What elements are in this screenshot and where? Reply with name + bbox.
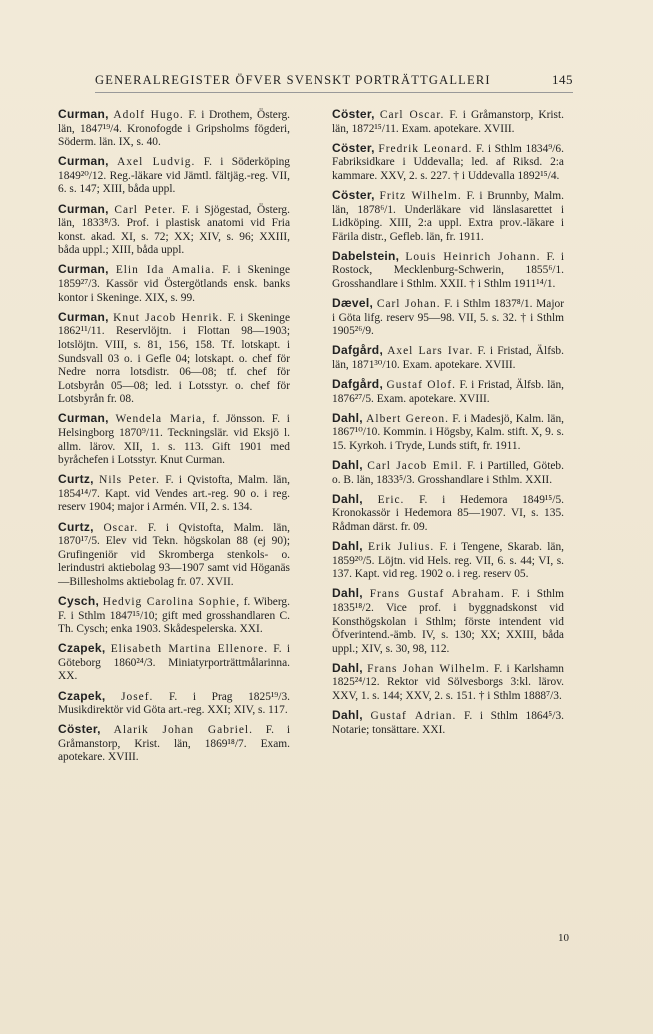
entry-surname: Dahl, — [332, 539, 363, 554]
entry-text: F. i Söderköping 1849²⁰/12. Reg.-läkare vid Jämtl. fältjäg.-reg. VII, 6. s. 147; XIII, båda uppl. — [58, 156, 290, 196]
entry-text: F. i Fristad, Älfsb. län, 1871³⁰/10. Exam. apotekare. XVIII. — [332, 345, 564, 371]
entry-text: F. i Gråmanstorp, Krist. län, 1872¹⁵/11. Exam. apotekare. XVIII. — [332, 109, 564, 135]
entry-text: f. Jönsson. F. i Helsingborg 1870⁹/11. Teckningslär. vid Eksjö l. allm. lärov. XII, 1. s. 113. Gift 1901 med byråchefen i Lotsstyr. Knut Curman. — [58, 413, 290, 467]
entry-text: F. i Fristad, Älfsb. län, 1876²⁷/5. Exam. apotekare. XVIII. — [332, 379, 564, 405]
entry-text: F. i Partilled, Göteb. o. B. län, 1833⁵/3. Grosshandlare i Sthlm. XXII. — [332, 460, 564, 486]
register-entry — [332, 189, 564, 244]
entry-given-names: Frans Gustaf Abraham. — [369, 588, 505, 601]
page-number: 145 — [552, 72, 573, 87]
entry-given-names: Hedvig Carolina Sophie, — [102, 596, 241, 608]
entry-surname: Cöster, — [332, 187, 375, 202]
entry-surname: Dahl, — [332, 708, 363, 723]
register-entry — [332, 108, 564, 136]
entry-given-names: Frans Johan Wilhelm. — [367, 662, 490, 675]
entry-surname: Curtz, — [58, 519, 94, 534]
entry-given-names: Albert Gereon. — [366, 412, 449, 425]
register-entry — [58, 642, 290, 684]
entry-given-names: Axel Ludvig. — [117, 156, 196, 169]
entry-surname: Curtz, — [58, 472, 94, 487]
entry-text: F. i Qvistofta, Malm. län, 1870¹⁷/5. Elev vid Tekn. högskolan 88 (ej 90); Grufingeniör vid Skromberga stenkols- o. lerindustri aktiebolag 93—1907 samt vid Höganäs—Billesholms aktiebolag fr. 07. XVII. — [58, 521, 290, 588]
entry-surname: Dafgård, — [332, 343, 384, 358]
register-entry — [332, 459, 564, 487]
entry-given-names: Oscar. — [103, 521, 139, 534]
entry-given-names: Fredrik Leonard. — [378, 142, 473, 155]
entry-text: F. i Skeninge 1859²⁷/3. Kassör vid Östergötlands ensk. banks kontor i Skeninge. XIX, s. 99. — [58, 264, 291, 304]
entry-given-names: Alarik Johan Gabriel. — [113, 724, 253, 737]
register-entry — [332, 344, 564, 372]
entry-surname: Dahl, — [332, 458, 363, 473]
entry-surname: Curman, — [58, 107, 109, 121]
entry-text: F. i Prag 1825¹⁹/3. Musikdirektör vid Göta art.-reg. XXI; XIV, s. 117. — [58, 690, 290, 717]
entry-given-names: Eric. — [377, 493, 405, 506]
left-column — [58, 108, 290, 771]
register-entry — [332, 297, 564, 339]
register-entry — [332, 709, 564, 737]
register-entry — [332, 250, 564, 292]
register-entry — [58, 263, 290, 305]
entry-given-names: Carl Jacob Emil. — [367, 460, 463, 473]
register-entry — [332, 662, 564, 704]
register-entry — [58, 155, 290, 197]
entry-text: F. i Sthlm 1837⁸/1. Major i Göta lifg. reserv 95—98. VII, 5. s. 32. † i Sthlm 1905²⁶/9. — [332, 298, 564, 338]
register-entry — [58, 108, 290, 150]
entry-surname: Curman, — [58, 262, 109, 277]
register-entry — [332, 142, 564, 184]
entry-surname: Cöster, — [58, 722, 101, 737]
register-entry — [58, 595, 290, 637]
entry-given-names: Nils Peter. — [99, 474, 161, 487]
entry-text: F. i Sthlm 1835¹⁸/2. Vice prof. i byggnadskonst vid Konsthögskolan i Sthlm; förste intendent vid Öfverintend.-ämb. IV, s. 130; XX; XXIII, båda uppl.; XIV, s. 30, 98, 112. — [332, 588, 564, 655]
entry-given-names: Elisabeth Martina Ellenore. — [110, 643, 269, 656]
entry-text: F. i Karlshamn 1825²⁴/12. Rektor vid Sölvesborgs 3:kl. lärov. XXV, 1. s. 144; XXV, 2. s. 151. † i Sthlm 1888⁷/3. — [332, 662, 564, 702]
entry-surname: Czapek, — [58, 641, 106, 656]
register-entry — [332, 378, 564, 406]
entry-surname: Curman, — [58, 201, 109, 216]
entry-given-names: Erik Julius. — [368, 541, 435, 554]
register-entry — [332, 540, 564, 582]
entry-surname: Dævel, — [332, 296, 374, 311]
entry-text: F. i Hedemora 1849¹⁵/5. Kronokassör i Hedemora 85—1907. VI, s. 135. Rådman därst. fr. 09. — [332, 493, 564, 533]
right-column — [332, 108, 564, 743]
entry-given-names: Carl Peter. — [114, 203, 177, 216]
entry-surname: Cöster, — [332, 140, 375, 155]
entry-surname: Dafgård, — [332, 377, 384, 392]
entry-text: F. i Göteborg 1860²⁴/3. Miniatyrporträttmålarinna. XX. — [58, 643, 290, 683]
entry-surname: Cöster, — [332, 107, 375, 121]
entry-text: F. i Skeninge 1862¹¹/11. Reservlöjtn. i Flottan 98—1903; lotslöjtn. VIII, s. 81, 156, 158. Tf. lotskapt. i Sundsvall 03 o. i Gefle 04; lotskapt. o. chef för Nedre norra lotsdistr. 06—08; tf. chef för Lotsbyrån 05—08; led. i Lotsstyr. o. chef för Lotsbyrån fr. 08. — [58, 311, 290, 406]
entry-surname: Curman, — [58, 309, 109, 324]
entry-text: f. Wiberg. F. i Sthlm 1847¹⁵/10; gift med grosshandlaren C. Th. Cysch; enka 1903. Skådespelerska. XXI. — [58, 596, 290, 636]
signature-mark: 10 — [558, 932, 569, 944]
entry-surname: Curman, — [58, 411, 109, 426]
register-entry — [332, 587, 564, 656]
header-title: GENERALREGISTER ÖFVER SVENSKT PORTRÄTTGALLERI — [95, 73, 491, 87]
register-entry — [332, 493, 564, 535]
entry-given-names: Josef. — [121, 690, 154, 703]
entry-given-names: Fritz Wilhelm. — [379, 189, 462, 202]
entry-given-names: Carl Oscar. — [379, 109, 445, 121]
entry-given-names: Gustaf Adrian. — [370, 710, 457, 723]
entry-surname: Czapek, — [58, 688, 106, 703]
entry-given-names: Elin Ida Amalia. — [115, 264, 216, 277]
entry-text: F. i Rostock, Mecklenburg-Schwerin, 1855⁶/1. Grosshandlare i Sthlm. XXII. † i Sthlm 1911¹⁴/1. — [332, 250, 564, 291]
entry-given-names: Louis Heinrich Johann. — [405, 250, 541, 263]
entry-given-names: Axel Lars Ivar. — [387, 345, 474, 358]
entry-surname: Curman, — [58, 154, 109, 169]
entry-surname: Cysch, — [58, 594, 100, 608]
entry-surname: Dahl, — [332, 586, 363, 601]
entry-text: F. i Gråmanstorp, Krist. län, 1869¹⁸/7. Exam. apotekare. XVIII. — [58, 724, 290, 764]
entry-surname: Dahl, — [332, 660, 363, 675]
register-entry — [332, 412, 564, 454]
entry-text: F. i Sjögestad, Österg. län, 1833⁸/3. Prof. i plastisk anatomi vid Fria konst. akad. XI, s. 72; XX; XIV, s. 96; XXIII, båda uppl.; XIII, båda uppl. — [58, 203, 290, 257]
entry-text: F. i Drothem, Österg. län, 1847¹⁹/4. Kronofogde i Gripsholms fögderi, Söderm. län. IX, s. 40. — [58, 109, 290, 149]
entry-text: F. i Brunnby, Malm. län, 1878⁶/1. Underläkare vid länslasarettet i Lidköping. XIII, 2:a uppl. Extra prov.-läkare i Färila distr., Gefleb. län, fr. 1911. — [332, 189, 564, 243]
entry-surname: Dahl, — [332, 410, 363, 425]
register-entry — [58, 473, 290, 515]
entry-given-names: Adolf Hugo. — [113, 109, 184, 121]
entry-text: F. i Qvistofta, Malm. län, 1854¹⁴/7. Kapt. vid Vendes art.-reg. 90 o. i reg. reserv 1904; major i Armén. VII, 2. s. 134. — [58, 474, 290, 514]
register-entry — [58, 723, 290, 765]
entry-text: F. i Tengene, Skarab. län, 1859²⁰/5. Löjtn. vid Hels. reg. VII, 6. s. 44; VI, s. 137. Kapt. vid reg. 1902 o. i reg. reserv 05. — [332, 541, 564, 581]
entry-given-names: Carl Johan. — [376, 298, 441, 311]
running-header — [95, 72, 573, 93]
entry-given-names: Wendela Maria, — [115, 413, 206, 426]
entry-surname: Dabelstein, — [332, 248, 400, 263]
entry-text: F. i Sthlm 1834⁹/6. Fabriksidkare i Uddevalla; led. af Riksd. 2:a kammare. XXV, 2. s. 227. † i Uddevalla 1892¹⁵/4. — [332, 142, 564, 182]
entry-given-names: Knut Jacob Henrik. — [113, 311, 224, 324]
register-entry — [58, 521, 290, 590]
register-entry — [58, 412, 290, 467]
entry-surname: Dahl, — [332, 491, 363, 506]
register-entry — [58, 311, 290, 407]
entry-text: F. i Sthlm 1864⁵/3. Notarie; tonsättare. XXI. — [332, 710, 564, 736]
register-entry — [58, 690, 290, 718]
entry-given-names: Gustaf Olof. — [386, 379, 457, 392]
entry-text: F. i Madesjö, Kalm. län, 1867¹⁰/10. Kommin. i Högsby, Kalm. stift. X, 9. s. 15. Kyrkoh. i Tryde, Lunds stift, fr. 1911. — [332, 412, 564, 452]
register-entry — [58, 203, 290, 258]
